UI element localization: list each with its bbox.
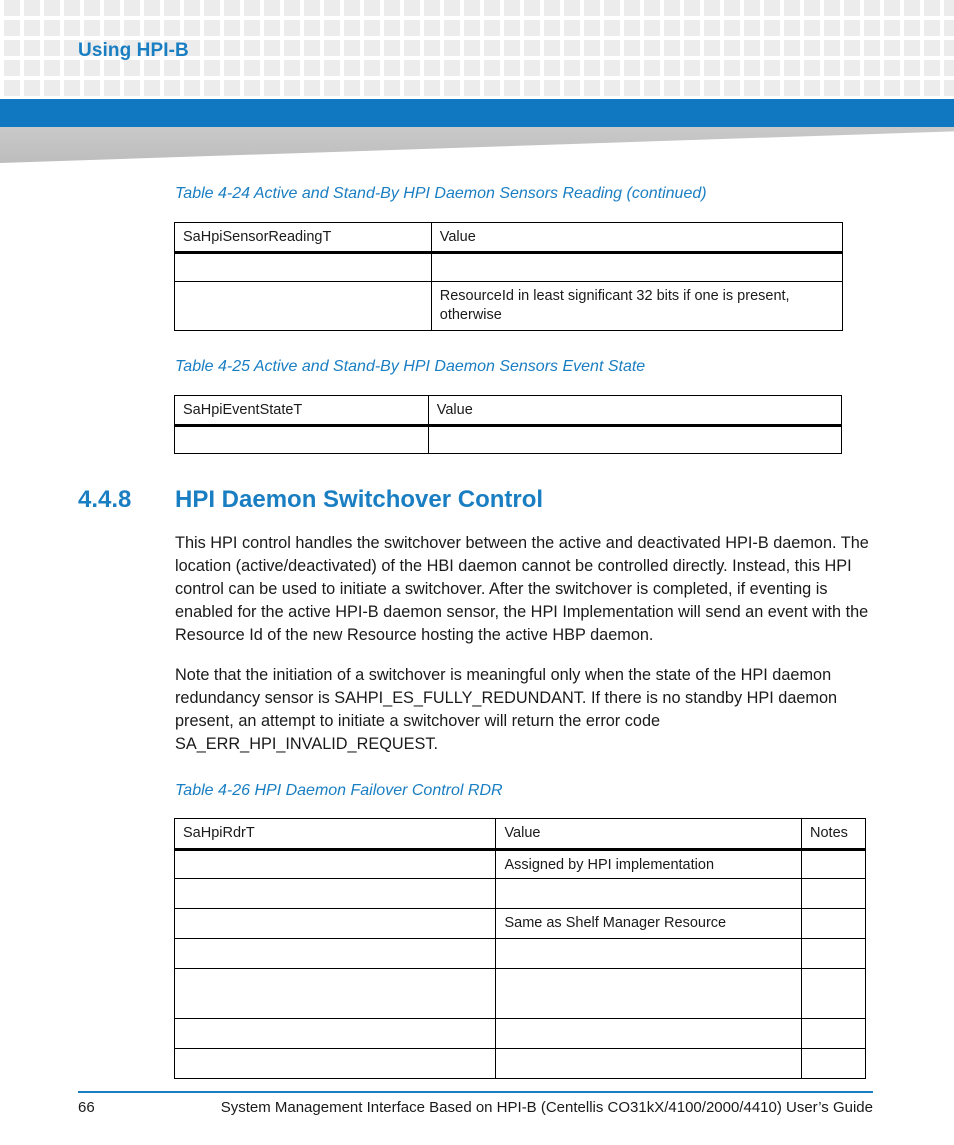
table-row bbox=[175, 1019, 866, 1049]
table-header-row bbox=[175, 396, 842, 426]
column-header: Value bbox=[496, 819, 802, 850]
table-cell bbox=[802, 1049, 866, 1079]
table-cell bbox=[431, 253, 842, 282]
table-4-26 bbox=[174, 818, 866, 1079]
table-cell bbox=[175, 426, 429, 454]
table-row bbox=[175, 909, 866, 939]
table-cell: Assigned by HPI implementation bbox=[496, 850, 802, 879]
section-title: HPI Daemon Switchover Control bbox=[175, 486, 544, 513]
column-header: SaHpiRdrT bbox=[175, 819, 496, 850]
table-cell bbox=[175, 253, 432, 282]
table-4-25 bbox=[174, 395, 842, 454]
running-header-title: Using HPI-B bbox=[78, 40, 189, 61]
table-row bbox=[175, 969, 866, 1019]
table-4-26-caption: Table 4-26 HPI Daemon Failover Control RDR bbox=[175, 782, 503, 799]
table-cell bbox=[175, 850, 496, 879]
table-4-24 bbox=[174, 222, 843, 331]
header-gray-wedge bbox=[0, 127, 954, 163]
table-cell bbox=[428, 426, 841, 454]
table-row bbox=[175, 426, 842, 454]
table-cell bbox=[802, 969, 866, 1019]
table-cell bbox=[802, 850, 866, 879]
column-header: Notes bbox=[802, 819, 866, 850]
table-4-24-caption: Table 4-24 Active and Stand-By HPI Daemon Sensors Reading (continued) bbox=[175, 185, 707, 202]
table-cell bbox=[496, 1019, 802, 1049]
table-cell bbox=[496, 879, 802, 909]
table-row bbox=[175, 253, 843, 282]
footer-rule bbox=[78, 1091, 873, 1093]
table-header-row bbox=[175, 223, 843, 253]
document-title: System Management Interface Based on HPI-B (Centellis CO31kX/4100/2000/4410) User’s Guide bbox=[220, 1099, 873, 1116]
table-row bbox=[175, 850, 866, 879]
column-header: Value bbox=[431, 223, 842, 253]
table-cell: Same as Shelf Manager Resource bbox=[496, 909, 802, 939]
page-number: 66 bbox=[78, 1099, 95, 1116]
table-cell bbox=[802, 1019, 866, 1049]
table-cell bbox=[175, 1019, 496, 1049]
section-number: 4.4.8 bbox=[78, 486, 132, 513]
table-cell bbox=[175, 969, 496, 1019]
table-cell bbox=[802, 909, 866, 939]
column-header: SaHpiSensorReadingT bbox=[175, 223, 432, 253]
column-header: Value bbox=[428, 396, 841, 426]
table-cell bbox=[175, 939, 496, 969]
table-cell: ResourceId in least significant 32 bits if one is present, otherwise bbox=[431, 282, 842, 331]
table-row bbox=[175, 879, 866, 909]
table-header-row bbox=[175, 819, 866, 850]
table-cell bbox=[496, 969, 802, 1019]
body-paragraph: Note that the initiation of a switchover is meaningful only when the state of the HPI daemon redundancy sensor is SAHPI_ES_FULLY_REDUNDANT. If there is no standby HPI daemon present, an attempt to initiate a switchover will return the error code SA_ERR_HPI_INVALID_REQUEST. bbox=[175, 666, 838, 753]
table-row bbox=[175, 939, 866, 969]
table-cell bbox=[175, 1049, 496, 1079]
table-cell bbox=[496, 939, 802, 969]
table-row bbox=[175, 1049, 866, 1079]
table-cell bbox=[175, 909, 496, 939]
table-row bbox=[175, 282, 843, 331]
table-cell bbox=[175, 282, 432, 331]
table-4-25-caption: Table 4-25 Active and Stand-By HPI Daemon Sensors Event State bbox=[175, 358, 646, 375]
body-paragraph: This HPI control handles the switchover between the active and deactivated HPI-B daemon. The location (active/deactivated) of the HBI daemon cannot be controlled directly. Instead, this HPI control can be used to initiate a switchover. After the switchover is completed, if eventing is enabled for the active HPI-B daemon sensor, the HPI Implementation will send an event with the Resource Id of the new Resource hosting the active HBP daemon. bbox=[175, 534, 869, 644]
table-cell bbox=[175, 879, 496, 909]
table-cell bbox=[802, 879, 866, 909]
table-cell bbox=[496, 1049, 802, 1079]
header-blue-band bbox=[0, 99, 954, 127]
column-header: SaHpiEventStateT bbox=[175, 396, 429, 426]
section-heading bbox=[78, 486, 543, 514]
table-cell bbox=[802, 939, 866, 969]
